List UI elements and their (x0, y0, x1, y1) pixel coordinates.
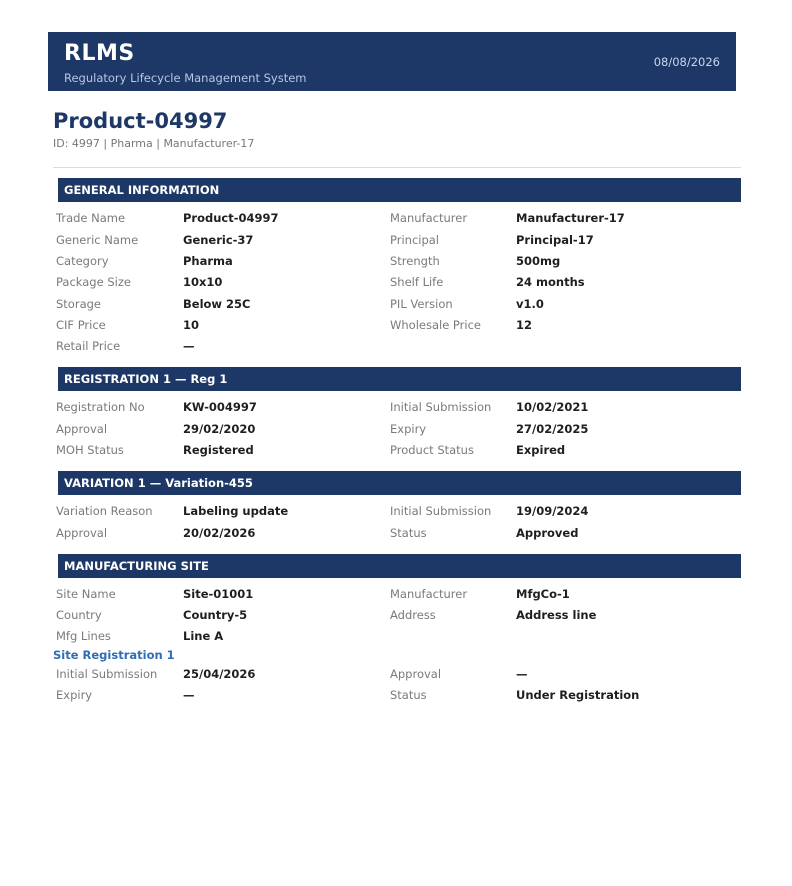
report-date: 08/08/2026 (653, 55, 720, 69)
address-value: Address line (516, 608, 597, 622)
storage-label: Storage (56, 297, 101, 311)
retail-price-label: Retail Price (56, 339, 121, 353)
retail-price-value: — (183, 339, 195, 353)
site-status-value: Under Registration (516, 688, 640, 702)
site-approval-value: — (516, 667, 528, 681)
reg-expiry-label: Expiry (390, 422, 427, 436)
reg-initial-submission-label: Initial Submission (390, 400, 492, 414)
reg-initial-submission-value: 10/02/2021 (516, 400, 589, 414)
package-size-value: 10x10 (183, 275, 223, 289)
app-brand: RLMS (64, 41, 135, 66)
variation-reason-label: Variation Reason (56, 504, 153, 518)
manufacturing-site-heading: MANUFACTURING SITE (58, 554, 741, 578)
pil-version-value: v1.0 (516, 297, 544, 311)
manufacturer-label: Manufacturer (390, 211, 468, 225)
site-manufacturer-label: Manufacturer (390, 587, 468, 601)
site-registration-subheading: Site Registration 1 (53, 648, 175, 662)
var-status-label: Status (390, 526, 427, 540)
var-approval-value: 20/02/2026 (183, 526, 256, 540)
principal-value: Principal-17 (516, 233, 594, 247)
trade-name-value: Product-04997 (183, 211, 279, 225)
registration-no-value: KW-004997 (183, 400, 257, 414)
registration-no-label: Registration No (56, 400, 145, 414)
product-status-label: Product Status (390, 443, 474, 457)
divider (53, 167, 741, 168)
shelf-life-label: Shelf Life (390, 275, 444, 289)
cif-price-label: CIF Price (56, 318, 106, 332)
category-value: Pharma (183, 254, 233, 268)
category-label: Category (56, 254, 109, 268)
trade-name-label: Trade Name (56, 211, 126, 225)
product-title: Product-04997 (53, 109, 228, 133)
principal-label: Principal (390, 233, 440, 247)
strength-label: Strength (390, 254, 440, 268)
variation-reason-value: Labeling update (183, 504, 289, 518)
general-information-heading: GENERAL INFORMATION (58, 178, 741, 202)
reg-approval-label: Approval (56, 422, 108, 436)
cif-price-value: 10 (183, 318, 200, 332)
country-label: Country (56, 608, 102, 622)
site-initial-submission-label: Initial Submission (56, 667, 158, 681)
pil-version-label: PIL Version (390, 297, 453, 311)
moh-status-label: MOH Status (56, 443, 124, 457)
storage-value: Below 25C (183, 297, 251, 311)
site-approval-label: Approval (390, 667, 442, 681)
manufacturer-value: Manufacturer-17 (516, 211, 625, 225)
site-name-value: Site-01001 (183, 587, 254, 601)
address-label: Address (390, 608, 436, 622)
shelf-life-value: 24 months (516, 275, 585, 289)
var-status-value: Approved (516, 526, 579, 540)
site-expiry-value: — (183, 688, 195, 702)
product-status-value: Expired (516, 443, 566, 457)
var-approval-label: Approval (56, 526, 108, 540)
generic-name-value: Generic-37 (183, 233, 254, 247)
var-initial-submission-label: Initial Submission (390, 504, 492, 518)
app-subtitle: Regulatory Lifecycle Management System (64, 71, 307, 85)
site-status-label: Status (390, 688, 427, 702)
reg-expiry-value: 27/02/2025 (516, 422, 589, 436)
product-meta: ID: 4997 | Pharma | Manufacturer-17 (53, 137, 255, 150)
wholesale-price-value: 12 (516, 318, 533, 332)
generic-name-label: Generic Name (56, 233, 139, 247)
site-expiry-label: Expiry (56, 688, 93, 702)
registration-heading: REGISTRATION 1 — Reg 1 (58, 367, 741, 391)
var-initial-submission-value: 19/09/2024 (516, 504, 589, 518)
moh-status-value: Registered (183, 443, 254, 457)
app-header (48, 32, 736, 91)
site-name-label: Site Name (56, 587, 116, 601)
mfg-lines-label: Mfg Lines (56, 629, 111, 643)
variation-heading: VARIATION 1 — Variation-455 (58, 471, 741, 495)
package-size-label: Package Size (56, 275, 131, 289)
reg-approval-value: 29/02/2020 (183, 422, 256, 436)
country-value: Country-5 (183, 608, 248, 622)
site-initial-submission-value: 25/04/2026 (183, 667, 256, 681)
strength-value: 500mg (516, 254, 561, 268)
mfg-lines-value: Line A (183, 629, 224, 643)
site-manufacturer-value: MfgCo-1 (516, 587, 570, 601)
wholesale-price-label: Wholesale Price (390, 318, 481, 332)
